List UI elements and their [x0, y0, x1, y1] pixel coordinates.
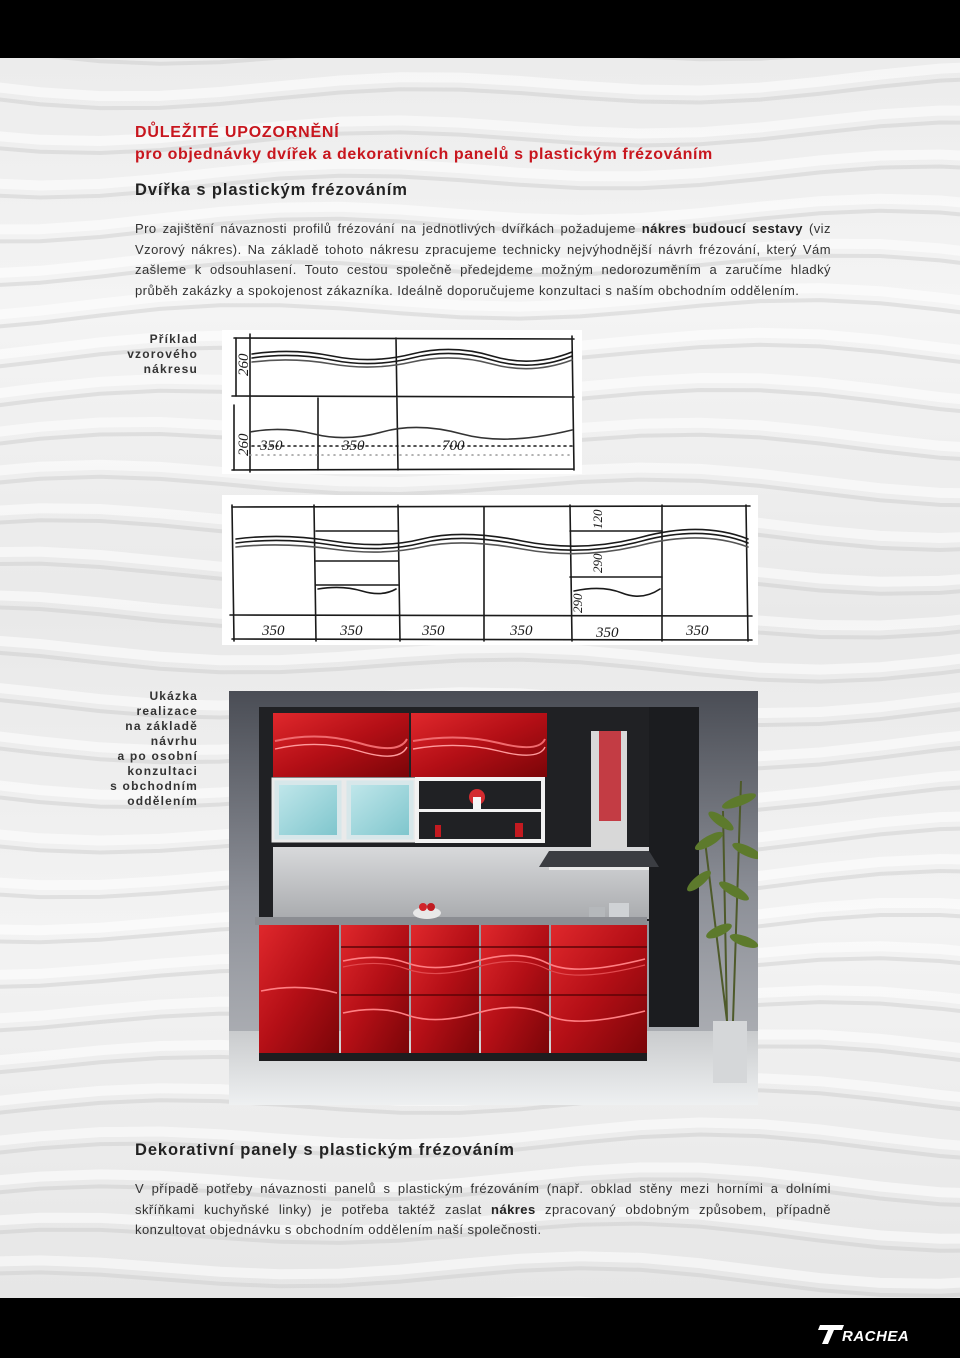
panels-heading: Dekorativní panely s plastickým frézováním [135, 1141, 515, 1159]
dim-label: 350 [686, 623, 709, 639]
dim-label: 350 [596, 625, 619, 641]
dim-label: 260 [236, 433, 252, 456]
caption-line: na základě [125, 719, 198, 733]
panels-paragraph [135, 1179, 831, 1241]
panels-paragraph-bold: nákres [491, 1201, 536, 1217]
photo-caption [60, 689, 198, 809]
trachea-logo [818, 1322, 928, 1346]
logo-text: RACHEA [842, 1328, 910, 1345]
caption-line: konzultaci [127, 764, 198, 778]
caption-line: Příklad [149, 332, 198, 346]
caption-line: Ukázka [149, 689, 198, 703]
doors-paragraph-text-2: (viz Vzorový nákres). Na základě tohoto nákresu zpracujeme technicky nejvýhodnější návrh frézování, který Vám zašleme k odsouhlasení. Touto cestou společně předejdeme možným nedorozuměním a zaručíme hladký průběh zakázky a spokojenost zákazníka. Ideálně doporučujeme konzultaci s naším obchodním oddělením. [135, 221, 831, 298]
panels-paragraph-text-2: zpracovaný obdobným způsobem, případně konzultovat objednávku s obchodním oddělením naší společnosti. [135, 1201, 831, 1237]
bottom-black-band [0, 1298, 960, 1358]
dim-label: 290 [570, 593, 585, 613]
dim-label: 350 [260, 438, 283, 454]
sample-sketch-base-units [222, 495, 758, 645]
sample-sketch-wall-units [222, 330, 582, 474]
dim-label: 350 [342, 438, 365, 454]
caption-line: vzorového [127, 347, 198, 361]
dim-label: 350 [340, 623, 363, 639]
wave-shadow [0, 58, 960, 64]
caption-line: nákresu [143, 362, 198, 376]
dim-label: 350 [422, 623, 445, 639]
doors-paragraph-text: Pro zajištění návaznosti profilů frézování na jednotlivých dvířkách požadujeme [135, 221, 642, 236]
kitchen-photo [229, 691, 758, 1105]
caption-line: s obchodním [110, 779, 198, 793]
top-black-band [0, 0, 960, 58]
sketch-caption [60, 332, 198, 377]
doors-paragraph-bold: nákres budoucí sestavy [641, 221, 803, 236]
panels-paragraph-text: V případě potřeby návaznosti panelů s plastickým frézováním (např. obklad stěny mezi horními a dolními skříňkami kuchyňské linky) je potřeba taktéž zaslat [135, 1181, 831, 1217]
dim-label: 120 [590, 509, 605, 529]
caption-line: návrhu [150, 734, 198, 748]
dim-label: 350 [262, 623, 285, 639]
doors-heading: Dvířka s plastickým frézováním [135, 181, 408, 199]
dim-label: 260 [236, 353, 252, 376]
caption-line: realizace [136, 704, 198, 718]
document-page [0, 58, 960, 1298]
caption-line: a po osobní [117, 749, 198, 763]
notice-subtitle: pro objednávky dvířek a dekorativních panelů s plastickým frézováním [135, 146, 713, 163]
notice-title: DŮLEŽITÉ UPOZORNĚNÍ [135, 124, 340, 141]
dim-label: 290 [590, 553, 605, 573]
dim-label: 700 [442, 438, 465, 454]
dim-label: 350 [510, 623, 533, 639]
logo-t-mark [818, 1325, 844, 1344]
doors-paragraph [135, 219, 831, 301]
caption-line: oddělením [127, 794, 198, 808]
